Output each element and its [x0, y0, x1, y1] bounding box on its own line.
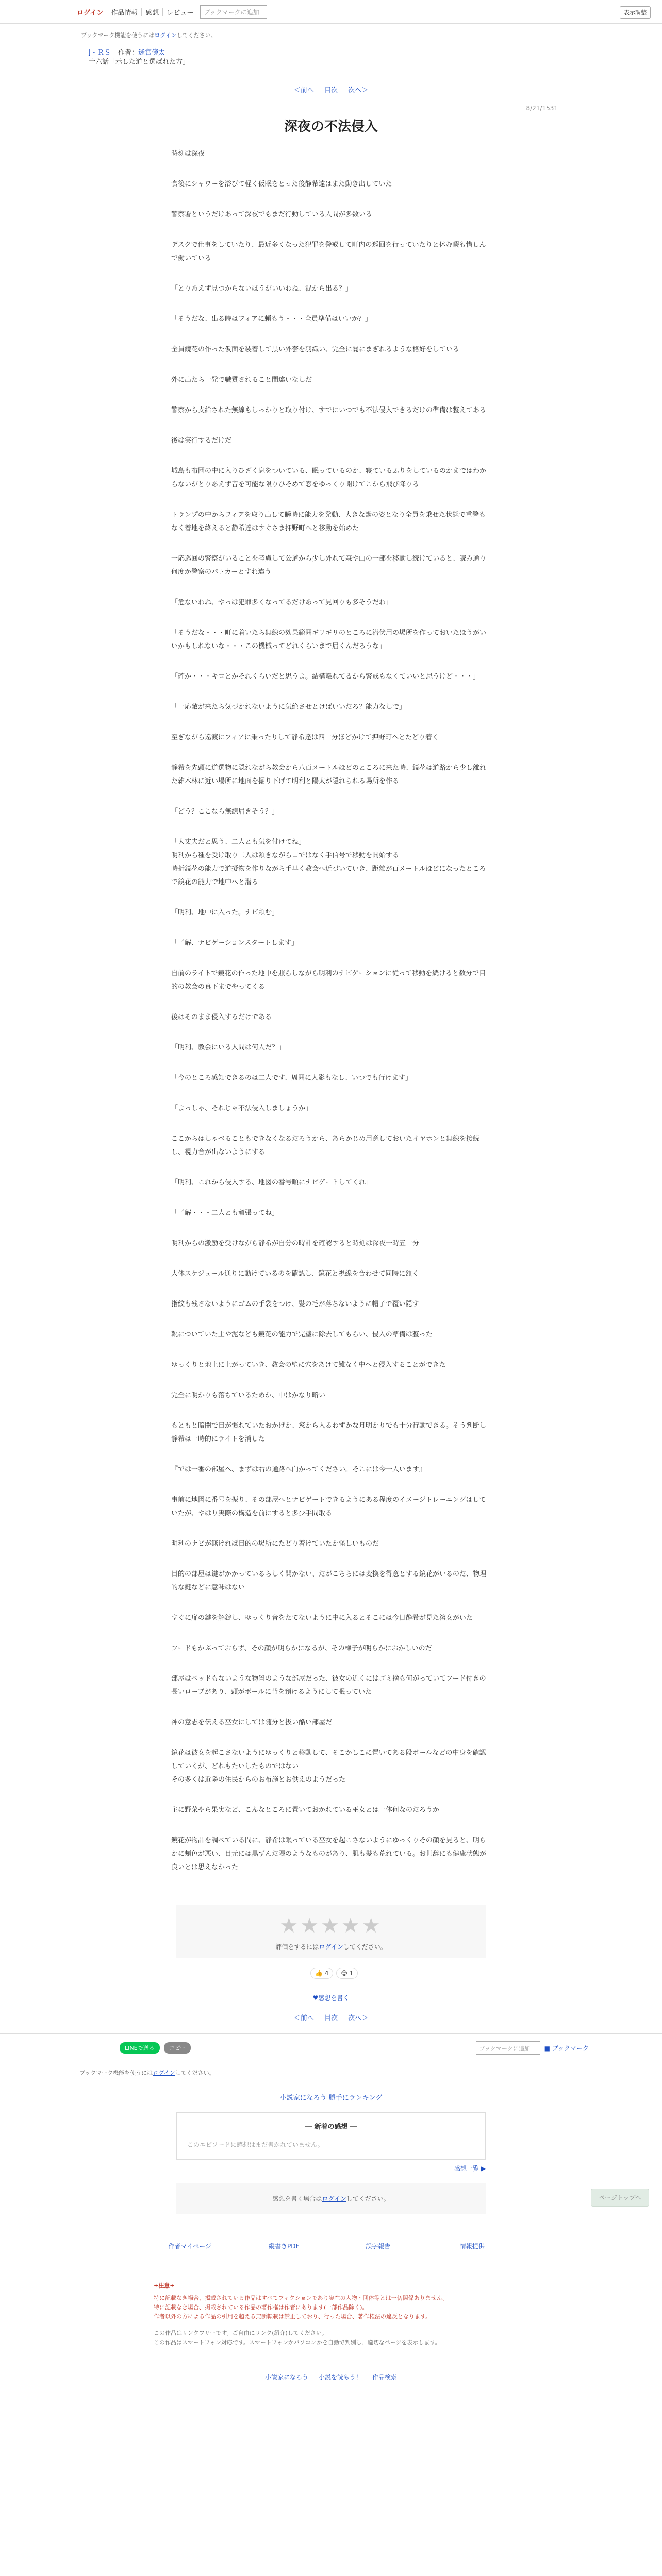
body-paragraph: ここからはしゃべることもできなくなるだろうから、あらかじめ用意しておいたイヤホンと無線を接続し、視力音が出ないようにする	[171, 1135, 480, 1156]
reaction-row	[176, 1968, 486, 1979]
write-box-text: 感想を書く場合は	[272, 2195, 322, 2202]
rating-note	[176, 1942, 486, 1951]
notice-red-line: 特に記載なき場合、掲載されている作品の著作権は作者にあります(一部作品除く)。	[154, 2304, 368, 2311]
reaction-smile[interactable]	[336, 1968, 358, 1979]
thumbs-up-icon: 👍	[315, 1970, 323, 1977]
notice-text: してください。	[176, 32, 217, 39]
body-paragraph: すぐに扉の鍵を解錠し、ゆっくり音をたてないように中に入るとそこには今日静希が見た溶女がいた	[171, 1614, 473, 1622]
login-link[interactable]: ログイン	[77, 9, 104, 17]
prev-link[interactable]: ＜前へ	[293, 2014, 314, 2022]
episode-pager-bottom	[73, 2002, 589, 2033]
author-label: 作者：	[118, 49, 138, 57]
body-paragraph: 警察から支給された無線もしっかりと取り付け、すでにいつでも不法侵入できるだけの準備は整えてある	[171, 406, 486, 414]
notice-grey-line: この作品はリンクフリーです。ご自由にリンク(紹介)してください。	[154, 2330, 327, 2336]
copy-button[interactable]: コピー	[164, 2042, 191, 2054]
lower-content	[73, 2062, 589, 2394]
body-paragraph: 靴についていた土や泥なども鏡花の能力で完璧に除去してもらい、侵入の準備は整った	[171, 1331, 433, 1338]
body-paragraph: 警察署というだけあって深夜でもまだ行動している人間が多数いる	[171, 211, 372, 218]
line-share-button[interactable]: LINEで送る	[120, 2042, 160, 2054]
back-to-top-button[interactable]: ページトップへ	[591, 2189, 649, 2207]
nav-impressions[interactable]: 感想	[145, 9, 159, 17]
body-paragraph: 「明利、教会にいる人間は何人だ？」	[171, 1044, 286, 1052]
body-paragraph: 完全に明かりも落ちているためか、中はかなり暗い	[171, 1392, 325, 1399]
bookmark-notice-bottom	[73, 2062, 589, 2077]
body-paragraph: 「明利、これから侵入する、地図の番号順にナビゲートしてくれ」	[171, 1179, 373, 1187]
body-paragraph: 「今のところ感知できるのは二人です、周囲に人影もなし、いつでも行けます」	[171, 1074, 412, 1082]
bookmark-input-bottom[interactable]: ブックマークに追加	[476, 2041, 540, 2055]
typo-report-link[interactable]: 誤字報告	[366, 2243, 391, 2250]
bookmark-notice	[73, 24, 589, 43]
body-paragraph: 「大丈夫だと思う、二人とも気を付けてね」 明利から種を受け取り二人は頷きながら口ではなく手信号で移動を開始する 時折鏡花の能力で道擬物を作りながら手早く教会へ近づいていき、距離が百メートルほどになったところで鏡花の能力で地中へと潜る	[171, 838, 486, 886]
body-paragraph: 神の意志を伝える巫女にしては随分と扱い酷い部屋だ	[171, 1719, 333, 1726]
body-paragraph: 明利のナビが無ければ目的の場所にたどり着けていたか怪しいものだ	[171, 1540, 379, 1548]
body-paragraph: 目的の部屋は鍵がかかっているらしく開かない、だがこちらには変換を得意とする鏡花がいるのだ、物理的な鍵などに意味はない	[171, 1570, 487, 1591]
body-paragraph: 静希を先頭に道選物に隠れながら教会から八百メートルほどのところに来た時、鏡花は道路から少し離れた雑木林に近い場所に地面を掘り下げて明利と陽太が隠れられる場所を作る	[171, 764, 487, 785]
body-paragraph: 後はそのまま侵入するだけである	[171, 1013, 272, 1021]
page-number: 8/21/1531	[526, 105, 558, 112]
notice-login-link[interactable]: ログイン	[154, 32, 177, 39]
notice-text: してください。	[175, 2070, 215, 2076]
main-content	[73, 24, 589, 2033]
body-paragraph: 鏡花が物品を調べている間に、静希は眠っている巫女を起こさないようにゆっくりその顔を見ると、明らかに頬色が悪い、目元には黒ずんだ隈のようなものがあり、肌も髪も荒れている。お世辞にも健康状態が良いとは思えなかった	[171, 1837, 487, 1871]
episode-pager-top	[73, 67, 589, 105]
notice-box	[143, 2272, 519, 2357]
body-paragraph: 「そうだな、出る時はフィアに頼もう・・・全員準備はいいか？」	[171, 315, 372, 323]
body-paragraph: 鏡花は彼女を起こさないようにゆっくりと移動して、そこかしこに置いてある段ボールなどの中身を確認していくが、どれもたいしたものではない その多くは近隣の住民からのお布施とお供えのようだった	[171, 1749, 486, 1784]
header-bar	[0, 0, 662, 24]
body-paragraph: フードもかぶっておらず、その顔が明らかになるが、その様子が明らかにおかしいのだ	[171, 1645, 432, 1652]
body-paragraph: 後は実行するだけだ	[171, 437, 232, 445]
episode-title: 深夜の不法侵入	[284, 119, 378, 134]
body-paragraph: デスクで仕事をしていたり、最近多くなった犯罪を警戒して町内の巡回を行っていたりと休む暇も惜しんで働いている	[171, 241, 486, 262]
reaction-count: 4	[324, 1970, 329, 1977]
notice-text: ブックマーク機能を使うには	[81, 32, 155, 39]
smile-icon: 😊	[341, 1970, 347, 1977]
body-paragraph: 至ぎながら遠渡にフィアに乗ったりして静希達は四十分ほどかけて押野町へとたどり着く	[171, 734, 439, 741]
body-paragraph: 部屋はベッドもないような物置のような部屋だった、彼女の近くにはゴミ捨も何がっていてフード付きの長いローブがあり、頭がボールに背を預けるようにして眠っていた	[171, 1675, 486, 1696]
body-paragraph: ゆっくりと地上に上がっていき、教会の壁に穴をあけて難なく中へと侵入することができた	[171, 1361, 446, 1369]
body-paragraph: 時刻は深夜	[171, 150, 205, 158]
prev-link[interactable]: ＜前へ	[293, 87, 314, 94]
next-link[interactable]: 次へ＞	[348, 87, 369, 94]
index-link[interactable]: 目次	[324, 87, 338, 94]
rating-note-text: してください。	[343, 1943, 387, 1951]
body-paragraph: 「よっしゃ、それじゃ不法侵入しましょうか」	[171, 1105, 312, 1112]
notice-red-line: 特に記載なき場合、掲載されている作品はすべてフィクションであり実在の人物・団体等とは一切関係ありません。	[154, 2295, 449, 2301]
body-paragraph: 「明利、地中に入った。ナビ頼む」	[171, 909, 279, 917]
vertical-pdf-link[interactable]: 縦書きPDF	[269, 2243, 300, 2250]
author-page-link[interactable]: 作者マイページ	[168, 2243, 212, 2250]
series-title-link[interactable]: J・ＲＳ	[89, 49, 111, 57]
body-paragraph: 「どう？ここなら無線届きそう？」	[171, 808, 279, 816]
body-paragraph: 「そうだな・・・町に着いたら無線の効果範囲ギリギリのところに潜伏用の場所を作っておいたほうがいいかもしれないな・・・この機械ってどれくらいまで届くんだろうな」	[171, 629, 487, 650]
bookmark-add-button[interactable]: ■ ブックマーク	[544, 2044, 589, 2052]
body-paragraph: 食後にシャワーを浴びて軽く仮眠をとった後静希達はまた動き出していた	[171, 180, 392, 188]
reaction-count: 1	[349, 1970, 354, 1977]
body-paragraph: 『では一番の部屋へ、まずは右の通路へ向かってください。そこには今一人います』	[171, 1466, 426, 1473]
body-paragraph: 「了解、ナビゲーションスタートします」	[171, 939, 299, 947]
share-buttons	[73, 2042, 191, 2054]
bottom-nav	[73, 2357, 589, 2394]
header-nav	[73, 0, 589, 24]
body-paragraph: もともと暗闇で目が慣れていたおかげか、窓から入るわずかな月明かりでも十分行動できる。そう判断し静希は一時的にライトを消した	[171, 1422, 487, 1443]
nav-work-info[interactable]: 作品情報	[111, 9, 138, 17]
reaction-thumbs-up[interactable]	[310, 1968, 333, 1979]
rating-stars[interactable]: ★★★★★	[279, 1914, 383, 1938]
index-link[interactable]: 目次	[324, 2014, 338, 2022]
notice-grey-line: この作品はスマートフォン対応です。スマートフォンかパソコンかを自動で判別し、適切なページを表示します。	[154, 2339, 441, 2346]
episode-body	[171, 147, 491, 1874]
impression-empty-text: このエピソードに感想はまだ書かれていません。	[187, 2141, 324, 2148]
bookmark-controls	[476, 2041, 589, 2055]
body-paragraph: 外に出たら一発で職質されること間違いなしだ	[171, 376, 312, 384]
footer-link-bar	[143, 2235, 519, 2257]
body-paragraph: 「とりあえず見つからないほうがいいわね、混から出る？」	[171, 285, 353, 293]
write-impression-link[interactable]: ♥感想を書く	[312, 1994, 350, 2002]
body-paragraph: 大体スケジュール通りに動けているのを確認し、鏡花と視線を合わせて同時に頷く	[171, 1270, 419, 1278]
body-paragraph: 全員鏡花の作った仮面を装着して黒い外套を羽織い、完全に闇にまぎれるような格好をしている	[171, 346, 460, 353]
body-paragraph: 主に野菜やら果実など、こんなところに置いておかれている巫女とは一体何なのだろうか	[171, 1806, 440, 1814]
body-paragraph: 事前に地図に番号を振り、その部屋へとナビゲートできるようにある程度のイメージトレーニングはしていたが、やはり実際の構造を前にすると多少手間取る	[171, 1496, 486, 1517]
write-impression-box	[176, 2183, 486, 2214]
info-report-link[interactable]: 情報提供	[459, 2243, 485, 2250]
rating-note-text: 評価をするには	[275, 1943, 319, 1951]
body-paragraph: 「一応敵が来たら気づかれないように気絶させとけばいいだろ？能力なしで」	[171, 703, 406, 711]
body-paragraph: 指紋も残さないようにゴムの手袋をつけ、髪の毛が落ちないように帽子で覆い隠す	[171, 1300, 419, 1308]
body-paragraph: 一応巡回の警察がいることを考慮して公道から少し外れて森や山の一部を移動し続けていると、読み通り何度か警察のパトカーとすれ違う	[171, 555, 487, 576]
chapter-title: 十六話「示した道と選ばれた方」	[89, 58, 190, 66]
bottom-nav-yomou[interactable]: 小説を読もう！	[318, 2374, 362, 2381]
impression-title: ― 新着の感想 ―	[305, 2123, 357, 2131]
bottom-nav-narou[interactable]: 小説家になろう	[265, 2374, 309, 2381]
share-row	[73, 2034, 589, 2062]
body-paragraph: 「確か・・・キロとかそれくらいだと思うよ。結構離れてるから警戒もなくていいと思うけど・・・」	[171, 673, 480, 681]
bookmark-input[interactable]: ブックマークに追加	[200, 5, 267, 19]
notice-login-link[interactable]: ログイン	[153, 2070, 175, 2076]
body-paragraph: 「危ないわね、やっぱ犯罪多くなってるだけあって見回りも多そうだわ」	[171, 599, 392, 606]
notice-red-line: 作者以外の方による作品の引用を超える無断転載は禁止しており、行った場合、著作権法の違反となります。	[154, 2313, 432, 2320]
next-link[interactable]: 次へ＞	[348, 2014, 369, 2022]
impression-box	[176, 2112, 486, 2160]
rating-login-link[interactable]: ログイン	[319, 1943, 343, 1951]
author-link[interactable]: 迷宮傍太	[138, 49, 166, 57]
display-settings-button[interactable]: 表示調整	[620, 6, 651, 19]
notice-text: ブックマーク機能を使うには	[79, 2070, 153, 2076]
write-box-login-link[interactable]: ログイン	[322, 2195, 346, 2202]
bottom-nav-search[interactable]: 作品検索	[372, 2374, 397, 2381]
nav-reviews[interactable]: レビュー	[167, 9, 194, 17]
body-paragraph: トランプの中からフィアを取り出して瞬時に能力を発動、大きな獣の姿となり全員を乗せた状態で重警もなく着地を終えると静希達はすぐさま押野町へと移動を始めた	[171, 511, 486, 532]
notice-title: +注意+	[154, 2282, 175, 2289]
body-paragraph: 城島も布団の中に入りひざく息をついている、眠っているのか、寝ているふりをしているのかまではわからないがとりあえず音を可能な限りひそめて窓をゆっくり開けてこから飛び降りる	[171, 467, 487, 488]
ranking-link[interactable]: 小説家になろう 勝手にランキング	[279, 2094, 383, 2102]
write-box-text: してください。	[346, 2195, 390, 2202]
body-paragraph: 「了解・・・二人とも頑張ってね」	[171, 1209, 279, 1217]
rating-box	[176, 1905, 486, 1958]
body-paragraph: 自前のライトで鏡花の作った地中を照らしながら明利のナビゲーションに従って移動を続けると数分で目的の教会の真下までやってくる	[171, 970, 486, 991]
series-info	[73, 43, 589, 58]
body-paragraph: 明利からの激励を受けながら静希が自分の時計を確認すると時刻は深夜一時五十分	[171, 1240, 420, 1247]
impression-list-link[interactable]: 感想一覧 ▶	[454, 2165, 486, 2172]
